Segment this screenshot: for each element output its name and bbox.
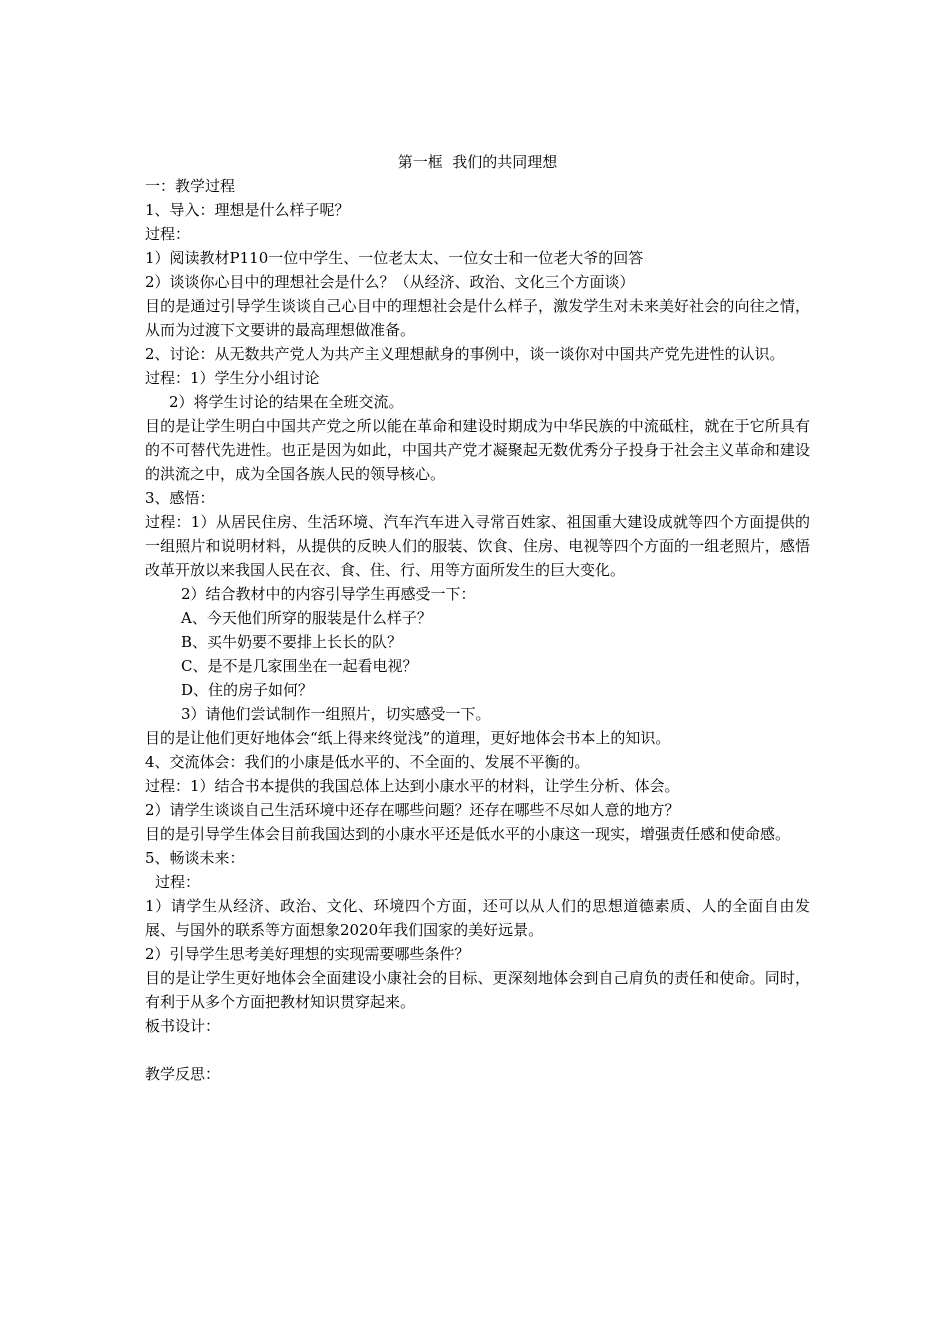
step-heading: 1、导入：理想是什么样子呢？ xyxy=(145,201,350,219)
purpose-paragraph: 目的是引导学生体会目前我国达到的小康水平还是低水平的小康这一现实，增强责任感和使命感。 xyxy=(145,825,791,843)
paragraph: 1）请学生从经济、政治、文化、环境四个方面，还可以从人们的思想道德素质、人的全面自由发展、与国外的联系等方面想象2020年我们国家的美好远景。 xyxy=(145,897,810,939)
blank-line xyxy=(145,1038,810,1062)
paragraph: 2）谈谈你心目中的理想社会是什么？（从经济、政治、文化三个方面谈） xyxy=(145,273,635,291)
process-label: 过程： xyxy=(145,225,191,243)
board-design-label: 板书设计： xyxy=(145,1017,221,1035)
page-title: 第一框 我们的共同理想 xyxy=(397,153,558,171)
process-label: 过程： xyxy=(155,873,201,891)
question-item: C、是不是几家围坐在一起看电视？ xyxy=(181,657,418,675)
purpose-paragraph: 目的是通过引导学生谈谈自己心目中的理想社会是什么样子，激发学生对未来美好社会的向往之情，从而为过渡下文要讲的最高理想做准备。 xyxy=(145,297,810,339)
question-item: B、买牛奶要不要排上长长的队？ xyxy=(181,633,403,651)
paragraph: 过程：1）从居民住房、生活环境、汽车汽车进入寻常百姓家、祖国重大建设成就等四个方面提供的一组照片和说明材料，从提供的反映人们的服装、饮食、住房、电视等四个方面的一组老照片，感悟改革开放以来我国人民在衣、食、住、行、用等方面所发生的巨大变化。 xyxy=(145,513,810,579)
document-page xyxy=(145,150,810,1086)
step-heading: 2、讨论：从无数共产党人为共产主义理想献身的事例中，谈一谈你对中国共产党先进性的认识。 xyxy=(145,345,785,363)
paragraph: 过程：1）结合书本提供的我国总体上达到小康水平的材料，让学生分析、体会。 xyxy=(145,777,680,795)
step-heading: 3、感悟： xyxy=(145,489,215,507)
step-heading: 4、交流体会：我们的小康是低水平的、不全面的、发展不平衡的。 xyxy=(145,753,590,771)
paragraph: 2）请学生谈谈自己生活环境中还存在哪些问题？还存在哪些不尽如人意的地方？ xyxy=(145,801,680,819)
paragraph: 2）结合教材中的内容引导学生再感受一下： xyxy=(181,585,476,603)
paragraph: 1）阅读教材P110一位中学生、一位老太太、一位女士和一位老大爷的回答 xyxy=(145,249,644,267)
teaching-reflection-label: 教学反思： xyxy=(145,1065,221,1083)
paragraph: 3）请他们尝试制作一组照片，切实感受一下。 xyxy=(181,705,491,723)
question-item: D、住的房子如何？ xyxy=(181,681,314,699)
paragraph: 2）引导学生思考美好理想的实现需要哪些条件？ xyxy=(145,945,470,963)
step-heading: 5、畅谈未来： xyxy=(145,849,245,867)
purpose-paragraph: 目的是让学生明白中国共产党之所以能在革命和建设时期成为中华民族的中流砥柱，就在于它所具有的不可替代先进性。也正是因为如此，中国共产党才凝聚起无数优秀分子投身于社会主义革命和建设的洪流之中，成为全国各族人民的领导核心。 xyxy=(145,417,810,483)
question-item: A、今天他们所穿的服装是什么样子？ xyxy=(181,609,432,627)
purpose-paragraph: 目的是让他们更好地体会“纸上得来终觉浅”的道理，更好地体会书本上的知识。 xyxy=(145,729,671,747)
purpose-paragraph: 目的是让学生更好地体会全面建设小康社会的目标、更深刻地体会到自己肩负的责任和使命。同时，有利于从多个方面把教材知识贯穿起来。 xyxy=(145,969,810,1011)
section-heading: 一：教学过程 xyxy=(145,177,236,195)
paragraph: 过程：1）学生分小组讨论 xyxy=(145,369,320,387)
paragraph: 2）将学生讨论的结果在全班交流。 xyxy=(169,393,404,411)
